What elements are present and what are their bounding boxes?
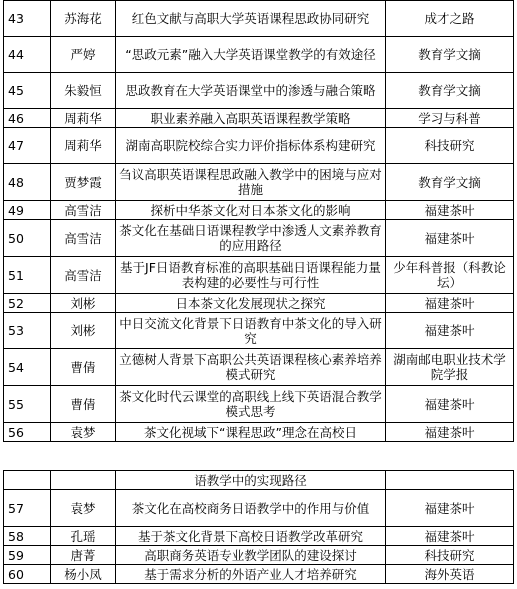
table-row [4, 294, 514, 313]
author-cell: 孔瑶 [51, 527, 116, 546]
author-cell: 刘彬 [51, 313, 116, 349]
title-cell: 茶文化视域下“课程思政”理念在高校日 [116, 423, 386, 442]
table-row [4, 128, 514, 164]
author-cell: 朱毅恒 [51, 73, 116, 109]
row-number: 48 [4, 164, 51, 201]
table-row [4, 37, 514, 73]
journal-cell: 科技研究 [386, 546, 514, 565]
author-cell: 周莉华 [51, 128, 116, 164]
title-cell: 立德树人背景下高职公共英语课程核心素养培养模式研究 [116, 349, 386, 386]
journal-cell: 湖南邮电职业技术学院学报 [386, 349, 514, 386]
row-number: 46 [4, 109, 51, 128]
row-number: 58 [4, 527, 51, 546]
title-cell: 茶文化时代云课堂的高职线上线下英语混合教学模式思考 [116, 386, 386, 423]
author-cell: 苏海花 [51, 1, 116, 37]
row-number: 51 [4, 257, 51, 294]
table-row [4, 490, 514, 527]
journal-cell: 教育学文摘 [386, 73, 514, 109]
title-cell: 日本茶文化发展现状之探究 [116, 294, 386, 313]
author-cell: 曹倩 [51, 386, 116, 423]
table-row [4, 220, 514, 257]
table-row [4, 73, 514, 109]
title-cell: 高职商务英语专业教学团队的建设探讨 [116, 546, 386, 565]
title-cell: 湖南高职院校综合实力评价指标体系构建研究 [116, 128, 386, 164]
continuation-row [4, 471, 514, 490]
author-cell: 袁梦 [51, 423, 116, 442]
title-cell: 茶文化在高校商务日语教学中的作用与价值 [116, 490, 386, 527]
author-cell: 刘彬 [51, 294, 116, 313]
row-number: 47 [4, 128, 51, 164]
table-row [4, 386, 514, 423]
title-cell: 中日交流文化背景下日语教育中茶文化的导入研究 [116, 313, 386, 349]
papers-table [3, 0, 514, 442]
title-cell: 探析中华茶文化对日本茶文化的影响 [116, 201, 386, 220]
author-cell: 周莉华 [51, 109, 116, 128]
table-row [4, 313, 514, 349]
journal-cell: 福建茶叶 [386, 386, 514, 423]
journal-cell: 海外英语 [386, 565, 514, 584]
author-cell: 贾梦霞 [51, 164, 116, 201]
row-number: 50 [4, 220, 51, 257]
journal-cell: 福建茶叶 [386, 201, 514, 220]
author-cell: 高雪洁 [51, 220, 116, 257]
title-cell: 基于茶文化背景下高校日语教学改革研究 [116, 527, 386, 546]
author-cell: 曹倩 [51, 349, 116, 386]
author-cell: 严婷 [51, 37, 116, 73]
table-row [4, 201, 514, 220]
row-number: 54 [4, 349, 51, 386]
continuation-text: 语教学中的实现路径 [116, 471, 386, 490]
table-row [4, 527, 514, 546]
journal-cell: 少年科普报（科教论坛） [386, 257, 514, 294]
title-cell: 职业素养融入高职英语课程教学策略 [116, 109, 386, 128]
author-cell: 唐菁 [51, 546, 116, 565]
table-row [4, 257, 514, 294]
journal-cell: 福建茶叶 [386, 313, 514, 349]
journal-cell: 教育学文摘 [386, 37, 514, 73]
journal-cell: 教育学文摘 [386, 164, 514, 201]
table-row [4, 546, 514, 565]
row-number: 49 [4, 201, 51, 220]
title-cell: 基于需求分析的外语产业人才培养研究 [116, 565, 386, 584]
table-row [4, 109, 514, 128]
title-cell: 刍议高职英语课程思政融入教学中的困境与应对措施 [116, 164, 386, 201]
journal-cell: 福建茶叶 [386, 294, 514, 313]
row-number: 57 [4, 490, 51, 527]
table-row [4, 164, 514, 201]
row-number: 43 [4, 1, 51, 37]
author-cell: 高雪洁 [51, 257, 116, 294]
title-cell: 茶文化在基础日语课程教学中渗透人文素养教育的应用路径 [116, 220, 386, 257]
row-number: 60 [4, 565, 51, 584]
journal-cell: 学习与科普 [386, 109, 514, 128]
journal-cell: 福建茶叶 [386, 490, 514, 527]
journal-cell: 成才之路 [386, 1, 514, 37]
row-number: 59 [4, 546, 51, 565]
title-cell: 思政教育在大学英语课堂中的渗透与融合策略 [116, 73, 386, 109]
row-number: 56 [4, 423, 51, 442]
table-row [4, 565, 514, 584]
title-cell: “思政元素”融入大学英语课堂教学的有效途径 [116, 37, 386, 73]
table-row [4, 349, 514, 386]
row-number: 53 [4, 313, 51, 349]
row-number: 44 [4, 37, 51, 73]
table-row [4, 423, 514, 442]
title-cell: 红色文献与高职大学英语课程思政协同研究 [116, 1, 386, 37]
table-row [4, 1, 514, 37]
journal-cell: 科技研究 [386, 128, 514, 164]
row-number: 45 [4, 73, 51, 109]
row-number: 52 [4, 294, 51, 313]
papers-table-continued [3, 470, 514, 584]
author-cell: 杨小凤 [51, 565, 116, 584]
author-cell: 高雪洁 [51, 201, 116, 220]
title-cell: 基于JF日语教育标准的高职基础日语课程能力量表构建的必要性与可行性 [116, 257, 386, 294]
journal-cell: 福建茶叶 [386, 527, 514, 546]
author-cell: 袁梦 [51, 490, 116, 527]
journal-cell: 福建茶叶 [386, 423, 514, 442]
journal-cell: 福建茶叶 [386, 220, 514, 257]
row-number: 55 [4, 386, 51, 423]
